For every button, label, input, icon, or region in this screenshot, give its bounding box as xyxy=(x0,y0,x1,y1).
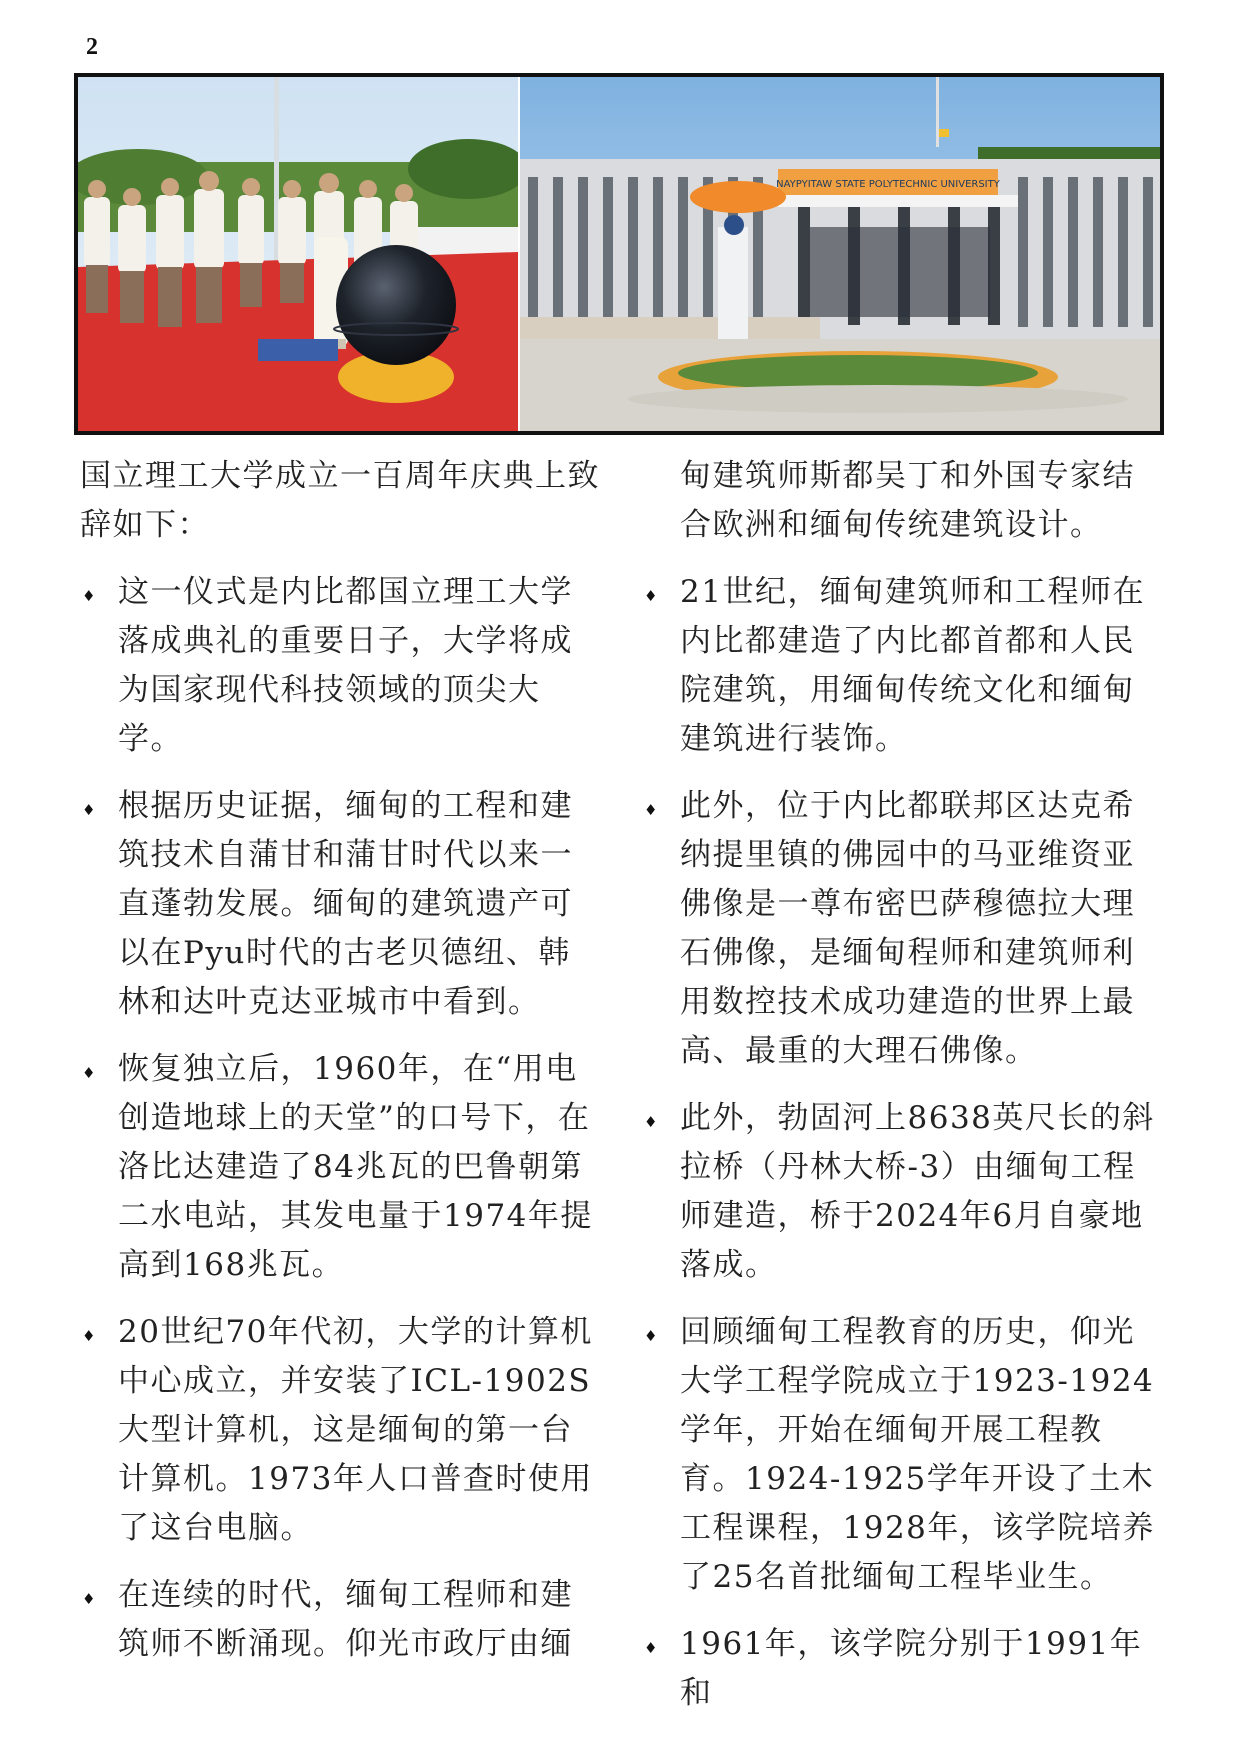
list-item: ♦ 20世纪70年代初，大学的计算机中心成立，并安装了ICL-1902S大型计算机，这是缅甸的第一台计算机。1973年人口普查时使用了这台电脑。 xyxy=(80,1308,600,1553)
university-building-photo-icon xyxy=(520,77,1160,431)
continued-paragraph: 甸建筑师斯都吴丁和外国专家结合欧洲和缅甸传统建筑设计。 xyxy=(680,458,1135,543)
list-item: ♦ 回顾缅甸工程教育的历史，仰光大学工程学院成立于1923-1924学年，开始在缅甸开展工程教育。1924-1925学年开设了土木工程课程，1928年，该学院培养了25名首批缅甸工程毕业生。 xyxy=(642,1308,1162,1602)
list-item: ♦ 此外，位于内比都联邦区达克希纳提里镇的佛园中的马亚维资亚佛像是一尊布密巴萨穆德拉大理石佛像，是缅甸程师和建筑师利用数控技术成功建造的世界上最高、最重的大理石佛像。 xyxy=(642,782,1162,1076)
ceremony-and-building-photo xyxy=(78,77,1160,431)
header-photo xyxy=(74,73,1164,435)
list-item: ♦ 21世纪，缅甸建筑师和工程师在内比都建造了内比都首都和人民院建筑，用缅甸传统文化和缅甸建筑进行装饰。 xyxy=(642,568,1162,764)
list-item: ♦ 在连续的时代，缅甸工程师和建筑师不断涌现。仰光市政厅由缅 xyxy=(80,1571,600,1669)
list-item: ♦ 这一仪式是内比都国立理工大学落成典礼的重要日子，大学将成为国家现代科技领域的顶尖大学。 xyxy=(80,568,600,764)
building-sign-text: NAYPYITAW STATE POLYTECHNIC UNIVERSITY xyxy=(776,179,1000,190)
list-item: ♦ 此外，勃固河上8638英尺长的斜拉桥（丹林大桥-3）由缅甸工程师建造，桥于2024年6月自豪地落成。 xyxy=(642,1094,1162,1290)
list-item: ♦ 根据历史证据，缅甸的工程和建筑技术自蒲甘和蒲甘时代以来一直蓬勃发展。缅甸的建筑遗产可以在Pyu时代的古老贝德纽、韩林和达叶克达亚城市中看到。 xyxy=(80,782,600,1027)
list-item: ♦ 1961年，该学院分别于1991年和 xyxy=(642,1620,1162,1718)
right-column xyxy=(642,452,1162,1736)
page-number: 2 xyxy=(86,34,98,60)
left-column xyxy=(80,452,600,1687)
list-item: ♦ 恢复独立后，1960年，在“用电创造地球上的天堂”的口号下，在洛比达建造了84兆瓦的巴鲁朝第二水电站，其发电量于1974年提高到168兆瓦。 xyxy=(80,1045,600,1290)
ceremony-photo-icon xyxy=(78,77,528,431)
intro-paragraph: 国立理工大学成立一百周年庆典上致辞如下： xyxy=(80,458,600,543)
